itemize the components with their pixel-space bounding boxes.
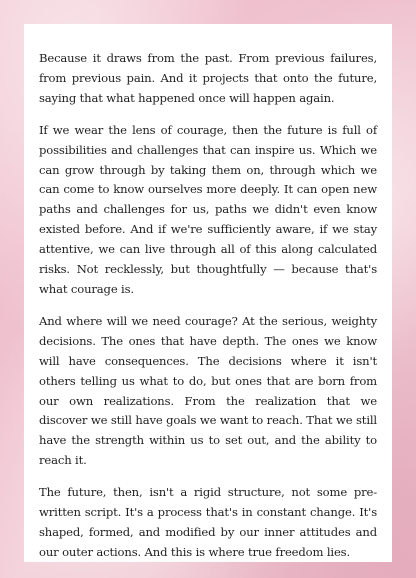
paragraph-past: Because it draws from the past. From previous failures, from previous pain. And it projects that onto the future, saying that what happened once will happen again. — [39, 51, 377, 105]
paragraph-where-courage: And where will we need courage? At the serious, weighty decisions. The ones that have depth. The ones we know will have consequences. The decisions where it isn't others telling us what to do, but ones that are born from our own realizations. From the realization that we discover we still have goals we want to reach. That we still have the strength within us to set out, and the ability to reach it. — [39, 313, 377, 468]
paragraph-future-freedom: The future, then, isn't a rigid structure, not some pre-written script. It's a process that's in constant change. It's shaped, formed, and modified by our inner attitudes and our outer actions. And this is where true freedom lies. — [39, 485, 377, 559]
paragraph-lens-of-courage: If we wear the lens of courage, then the future is full of possibilities and challenges that can inspire us. Which we can grow through by taking them on, through which we can come to know ourselves more deeply. It can open new paths and challenges for us, paths we didn't even know existed before. And if we're sufficiently aware, if we stay attentive, we can live through all of this along calculated risks. Not recklessly, but thoughtfully — because that's what courage is. — [39, 122, 377, 296]
text-page — [24, 24, 392, 562]
